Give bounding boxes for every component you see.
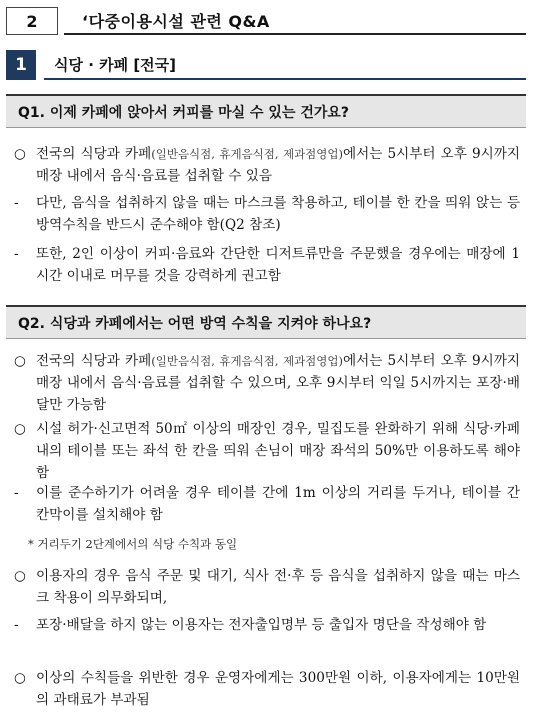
question-1-text: Q1. 이제 카페에 앉아서 커피를 마실 수 있는 건가요? xyxy=(18,104,350,121)
q2-item-6-text: 포장·배달을 하지 않는 이용자는 전자출입명부 등 출입자 명단을 작성해야 함 xyxy=(36,617,487,633)
section-header xyxy=(6,50,526,80)
document-title-bar xyxy=(6,6,526,36)
q1-answer-item xyxy=(14,243,520,287)
q2-answer-item xyxy=(14,565,520,609)
bullet-circle: ○ xyxy=(14,146,26,162)
q1-item-1-paren: (일반음식점, 휴게음식점, 제과점영업) xyxy=(151,147,343,161)
q2-item-2-text: 시설 허가·신고면적 50㎡ 이상의 매장인 경우, 밀집도를 완화하기 위해 식당·카페 내의 테이블 또는 좌석 한 칸을 띄워 손님이 매장 좌석의 50%만 이용하도록 해야 함 xyxy=(36,421,520,481)
bullet-dash: - xyxy=(14,246,19,262)
q1-answer-item xyxy=(14,143,520,187)
bullet-dash: - xyxy=(14,617,19,633)
q2-answer-item xyxy=(14,667,520,711)
q1-answer-item xyxy=(14,192,520,236)
chapter-title: ‘다중이용시설 관련 Q&A xyxy=(64,7,526,35)
question-2-box xyxy=(6,305,526,339)
q2-item-3-text: 이를 준수하기가 어려울 경우 테이블 간에 1m 이상의 거리를 두거나, 테이블 간 칸막이를 설치해야 함 xyxy=(36,485,520,523)
bullet-circle: ○ xyxy=(14,353,26,369)
q2-answer-item xyxy=(14,614,520,636)
bullet-circle: ○ xyxy=(14,670,26,686)
q1-item-3-text: 또한, 2인 이상이 커피·음료와 간단한 디저트류만을 주문했을 경우에는 매장에 1시간 이내로 머무를 것을 강력하게 권고함 xyxy=(36,246,520,284)
section-number: 1 xyxy=(6,50,36,80)
q2-answer-item xyxy=(14,482,520,526)
q2-item-7-text: 이상의 수칙들을 위반한 경우 운영자에게는 300만원 이하, 이용자에게는 10만원의 과태료가 부과됨 xyxy=(36,670,520,708)
question-1-box xyxy=(6,94,526,128)
bullet-dash: - xyxy=(14,485,19,501)
bullet-circle: ○ xyxy=(14,568,26,584)
q1-item-1-lead: 전국의 식당과 카페 xyxy=(36,146,152,162)
q2-item-1-rest: 에서는 5시부터 오후 9시까지 매장 내에서 음식·음료를 섭취할 수 있으며, 오후 9시부터 익일 5시까지는 포장·배달만 가능함 xyxy=(36,353,520,413)
bullet-circle: ○ xyxy=(14,421,26,437)
q1-item-1-rest: 에서는 5시부터 오후 9시까지 매장 내에서 음식·음료를 섭취할 수 있음 xyxy=(36,146,520,184)
q2-item-1-paren: (일반음식점, 휴게음식점, 제과점영업) xyxy=(151,354,343,368)
q2-item-5-text: 이용자의 경우 음식 주문 및 대기, 식사 전·후 등 음식을 섭취하지 않을 때는 마스크 착용이 의무화되며, xyxy=(36,568,520,606)
footnote: * 거리두기 2단계에서의 식당 수칙과 동일 xyxy=(28,537,238,551)
q2-item-1-lead: 전국의 식당과 카페 xyxy=(36,353,152,369)
section-title: 식당 · 카페 [전국] xyxy=(44,50,526,80)
q2-answer-item xyxy=(14,350,520,416)
question-2-text: Q2. 식당과 카페에서는 어떤 방역 수칙을 지켜야 하나요? xyxy=(18,315,372,332)
q2-answer-item xyxy=(14,418,520,484)
chapter-number: 2 xyxy=(6,7,58,35)
bullet-dash: - xyxy=(14,195,19,211)
q1-item-2-text: 다만, 음식을 섭취하지 않을 때는 마스크를 착용하고, 테이블 한 칸을 띄워 앉는 등 방역수칙을 반드시 준수해야 함(Q2 참조) xyxy=(36,195,520,233)
